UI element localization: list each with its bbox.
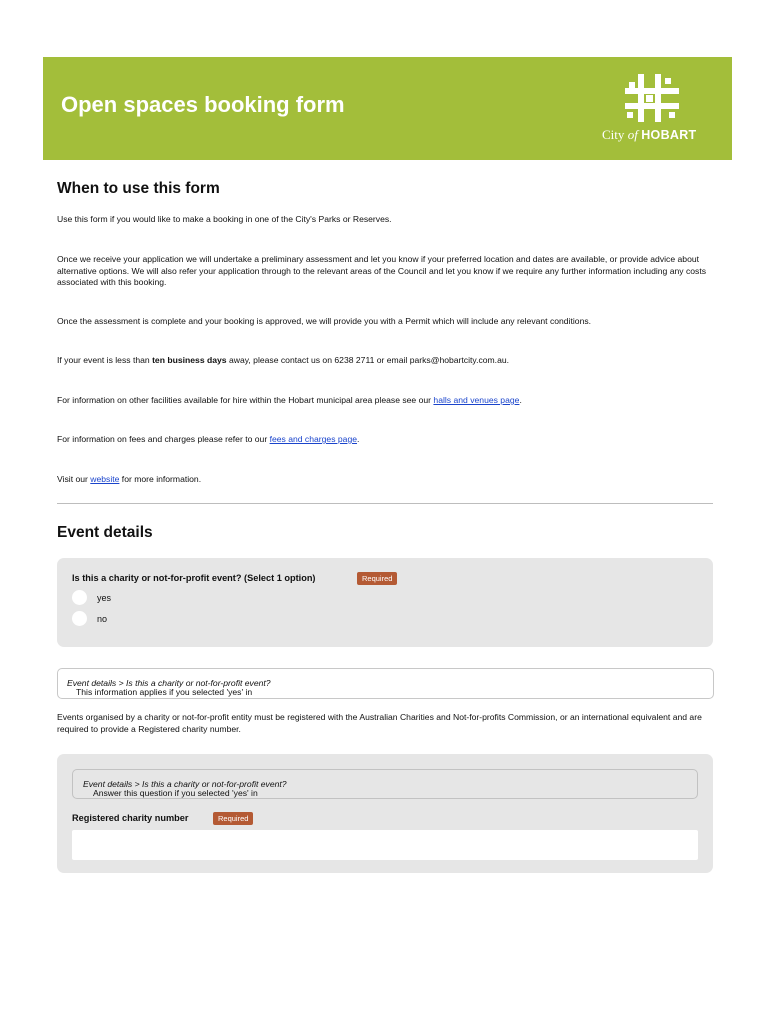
notice-italic: Event details > Is this a charity or not-for-profit event? bbox=[67, 678, 271, 688]
charity-number-required-badge: Required bbox=[213, 812, 253, 825]
charity-number-panel bbox=[57, 754, 713, 873]
section-heading-event: Event details bbox=[57, 524, 153, 541]
fees-and-charges-link[interactable]: fees and charges page bbox=[269, 434, 358, 444]
header-banner bbox=[43, 57, 732, 160]
answer-condition-text bbox=[83, 779, 287, 798]
conditional-notice-text bbox=[67, 678, 271, 697]
paragraph-website bbox=[57, 474, 717, 486]
charity-number-input[interactable] bbox=[72, 830, 698, 860]
contact-bold: ten business days bbox=[152, 355, 227, 365]
website-text-end: for more information. bbox=[119, 474, 202, 484]
answer-plain: Answer this question if you selected 'yes' in bbox=[93, 788, 258, 798]
logo-of: of bbox=[627, 127, 638, 142]
paragraph-permit: Once the assessment is complete and your booking is approved, we will provide you with a Permit which will include any relevant conditions. bbox=[57, 316, 592, 326]
website-text: Visit our bbox=[57, 474, 91, 484]
radio-no[interactable] bbox=[72, 611, 87, 626]
contact-text-before: If your event is less than bbox=[57, 355, 153, 365]
paragraph-assessment: Once we receive your application we will undertake a preliminary assessment and let you know if your preferred location and dates are available, or provide advice about alternative options. We will also refer your application through to the relevant areas of the Council and let you know if we require any further information including any costs associated with this booking. bbox=[57, 254, 707, 287]
charity-info-paragraph: Events organised by a charity or not-for-profit entity must be registered with the Australian Charities and Not-for-profits Commission, or an international equivalent and are required to provide a Registered charity number. bbox=[57, 712, 702, 734]
halls-and-venues-link[interactable]: halls and venues page bbox=[433, 395, 520, 405]
radio-yes[interactable] bbox=[72, 590, 87, 605]
charity-question-panel bbox=[57, 558, 713, 647]
logo-wordmark bbox=[602, 127, 697, 143]
charity-number-label: Registered charity number bbox=[72, 813, 189, 823]
contact-text-after: away, please contact us on 6238 2711 or email parks@hobartcity.com.au. bbox=[226, 355, 510, 365]
fees-text: For information on fees and charges please refer to our bbox=[57, 434, 270, 444]
section-divider bbox=[57, 503, 713, 504]
fees-text-end: . bbox=[357, 434, 360, 444]
section-heading-when: When to use this form bbox=[57, 180, 220, 197]
paragraph-contact bbox=[57, 355, 717, 367]
answer-condition-notice bbox=[72, 769, 698, 799]
answer-italic: Event details > Is this a charity or not-for-profit event? bbox=[83, 779, 287, 789]
page-title: Open spaces booking form bbox=[61, 92, 345, 117]
charity-question-label: Is this a charity or not-for-profit event? (Select 1 option) bbox=[72, 573, 316, 583]
notice-plain: This information applies if you selected 'yes' in bbox=[76, 687, 253, 697]
logo-city: City bbox=[602, 127, 625, 142]
facilities-text: For information on other facilities available for hire within the Hobart municipal area please see our bbox=[57, 395, 434, 405]
logo-hobart: HOBART bbox=[641, 128, 697, 142]
radio-yes-label: yes bbox=[97, 593, 112, 603]
facilities-text-end: . bbox=[519, 395, 522, 405]
radio-no-label: no bbox=[97, 614, 108, 624]
conditional-notice bbox=[57, 668, 714, 699]
website-link[interactable]: website bbox=[90, 474, 120, 484]
paragraph-fees bbox=[57, 434, 717, 446]
required-badge: Required bbox=[357, 572, 397, 585]
hobart-hash-logo-icon bbox=[625, 74, 679, 122]
paragraph-facilities bbox=[57, 395, 717, 407]
city-of-hobart-logo bbox=[599, 72, 719, 147]
paragraph-intro: Use this form if you would like to make a booking in one of the City's Parks or Reserves. bbox=[57, 214, 392, 224]
